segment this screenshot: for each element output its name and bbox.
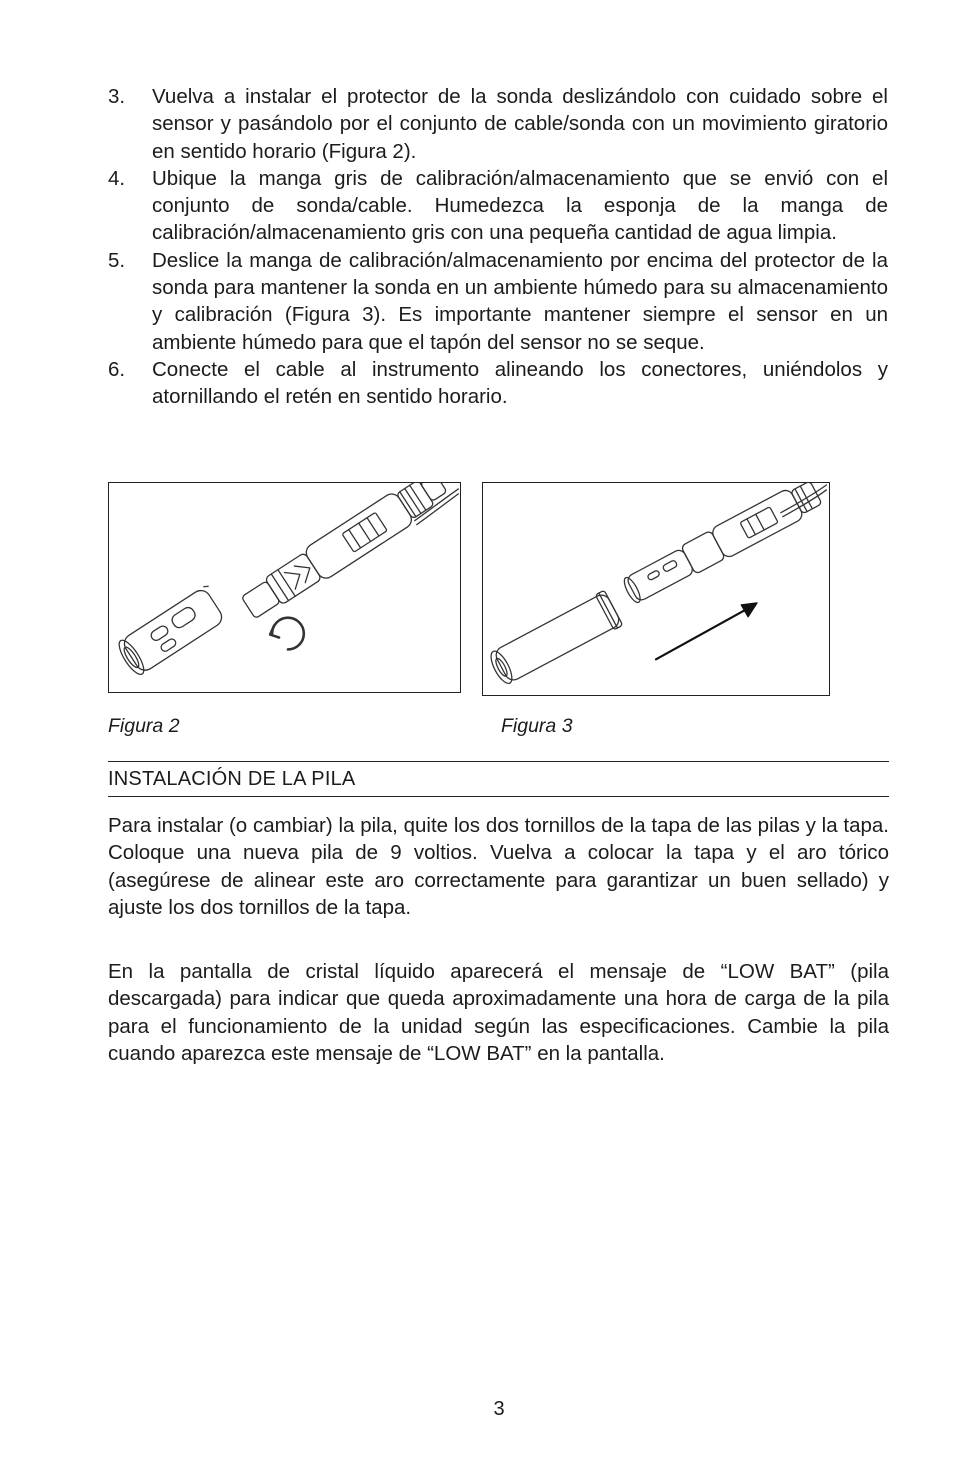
step-text: Conecte el cable al instrumento alineando los conectores, uniéndolos y atornillando el retén en sentido horario. [152, 357, 888, 409]
instruction-steps [108, 83, 888, 411]
step-text: Ubique la manga gris de calibración/almacenamiento que se envió con el conjunto de sonda/cable. Humedezca la esponja de la manga de calibración/almacenamiento gris con una pequeña cantidad de agua limpia. [152, 166, 888, 245]
step-item [108, 83, 888, 165]
figure-2-caption: Figura 2 [108, 715, 180, 737]
step-item [108, 247, 888, 356]
paragraph: Para instalar (o cambiar) la pila, quite los dos tornillos de la tapa de las pilas y la tapa. Coloque una nueva pila de 9 voltios. Vuelva a colocar la tapa y el aro tórico (asegúrese de alinear este aro correctamente para garantizar un buen sellado) y ajuste los dos tornillos de la tapa. [108, 814, 889, 919]
step-item [108, 165, 888, 247]
figure-3-caption: Figura 3 [501, 715, 573, 737]
step-number: 6. [108, 357, 126, 381]
step-text: Vuelva a instalar el protector de la sonda deslizándolo con cuidado sobre el sensor y pasándolo por el conjunto de cable/sonda con un movimiento giratorio en sentido horario (Figura 2). [152, 85, 888, 163]
section-divider-bottom [108, 796, 889, 797]
figure-2-illustration [108, 482, 461, 693]
probe-guard-drawing [109, 483, 460, 692]
step-number: 4. [108, 166, 126, 190]
step-number: 5. [108, 248, 126, 272]
section-divider-top [108, 761, 889, 762]
page-number: 3 [493, 1398, 505, 1420]
storage-sleeve-drawing [483, 483, 829, 695]
paragraph: En la pantalla de cristal líquido aparecerá el mensaje de “LOW BAT” (pila descargada) para indicar que queda aproximadamente una hora de carga de la pila para el funcionamiento de la unidad según las especificaciones. Cambie la pila cuando aparezca este mensaje de “LOW BAT” en la pantalla. [108, 960, 889, 1065]
step-text: Deslice la manga de calibración/almacenamiento por encima del protector de la sonda para mantener la sonda en un ambiente húmedo para su almacenamiento y calibración (Figura 3). Es importante mantener siempre el sensor en un ambiente húmedo para que el tapón del sensor no se seque. [152, 248, 888, 354]
step-number: 3. [108, 85, 126, 108]
figure-3-illustration [482, 482, 830, 696]
step-item [108, 356, 888, 411]
section-heading: INSTALACIÓN DE LA PILA [108, 768, 356, 790]
